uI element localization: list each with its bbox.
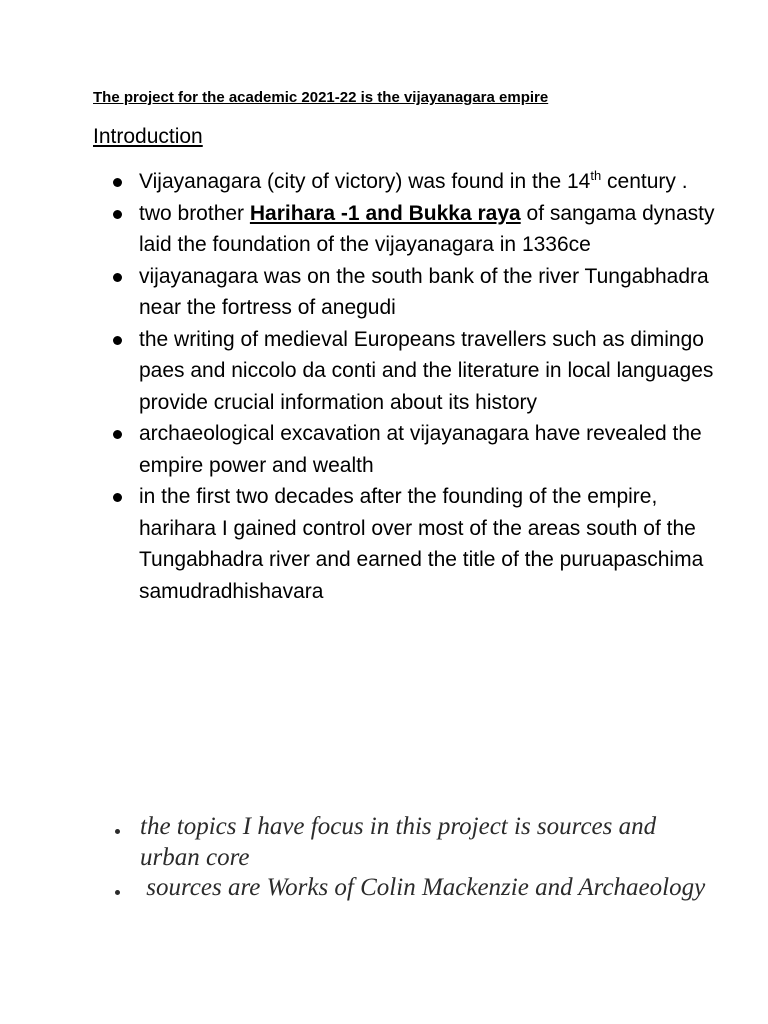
bullet-icon	[113, 430, 122, 439]
bullet-text-continued: of sangama dynasty laid the foundation of the vijayanagara in 1336ce	[139, 201, 715, 256]
bullet-icon	[113, 273, 122, 282]
list-item	[110, 481, 730, 607]
bullet-icon	[113, 336, 122, 345]
document-header: The project for the academic 2021-22 is the vijayanagara empire	[93, 89, 549, 106]
list-item	[110, 261, 730, 324]
topics-note-list	[113, 812, 713, 904]
note-text: sources are Works of Colin Mackenzie and Archaeology	[140, 874, 706, 901]
bullet-text: two brother	[139, 201, 250, 225]
bullet-text: vijayanagara was on the south bank of the river Tungabhadra near the fortress of anegudi	[139, 264, 709, 319]
bullet-text: Vijayanagara (city of victory) was found in the 14	[139, 170, 591, 193]
section-title: Introduction	[93, 125, 203, 148]
bullet-icon	[115, 829, 120, 834]
bullet-text: archaeological excavation at vijayanagara have revealed the empire power and wealth	[139, 422, 702, 477]
list-item	[110, 198, 730, 261]
bullet-icon	[113, 178, 122, 187]
note-text: the topics I have focus in this project is sources and urban core	[140, 813, 657, 871]
bullet-icon	[115, 890, 120, 895]
bullet-icon	[113, 210, 122, 219]
emphasized-names: Harihara -1 and Bukka raya	[249, 201, 521, 225]
superscript-text: th	[590, 168, 602, 183]
list-item	[110, 166, 730, 198]
bullet-text-continued: century .	[601, 170, 688, 193]
list-item	[110, 418, 730, 481]
bullet-icon	[113, 493, 122, 502]
list-item	[113, 812, 713, 873]
list-item	[113, 873, 713, 904]
bullet-text: the writing of medieval Europeans travellers such as dimingo paes and niccolo da conti and the literature in local languages provide crucial information about its history	[139, 327, 714, 414]
bullet-text: in the first two decades after the founding of the empire, harihara I gained control over most of the areas south of the Tungabhadra river and earned the title of the puruapaschima samudradhishavara	[139, 485, 704, 603]
list-item	[110, 324, 730, 419]
intro-bullet-list	[110, 166, 730, 607]
